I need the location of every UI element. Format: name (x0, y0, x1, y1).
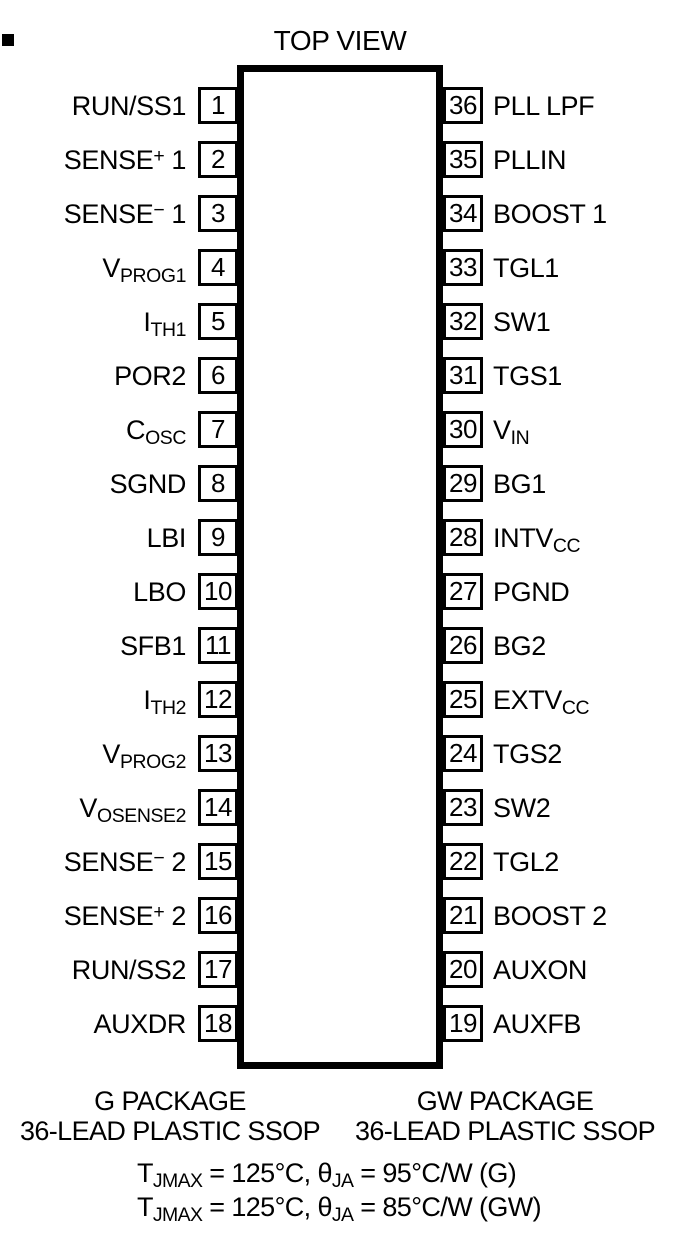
pin-12-number-box (198, 681, 238, 718)
pin-9-label: LBI (146, 522, 186, 553)
pin-33-number-box (443, 249, 483, 286)
pin-16-label: SENSE+ 2 (63, 900, 186, 931)
pin-number: 4 (211, 252, 225, 282)
pin-number: 26 (449, 630, 477, 660)
pin-number: 29 (449, 468, 477, 498)
pin-number: 2 (211, 144, 225, 174)
thermal-note-line-2: TJMAX = 125°C, θJA = 85°C/W (GW) (137, 1192, 542, 1227)
package-desc: 36-LEAD PLASTIC SSOP (354, 1116, 656, 1146)
pin-1-number-box (198, 87, 238, 124)
pin-13-label: VPROG2 (102, 738, 186, 773)
pin-number: 21 (449, 900, 477, 930)
pin-35-label: PLLIN (493, 144, 567, 175)
pin-18-number-box (198, 1005, 238, 1042)
pin-19-number-box (443, 1005, 483, 1042)
pin-8-label: SGND (109, 468, 186, 499)
pin-number: 22 (449, 846, 477, 876)
pin-4-number-box (198, 249, 238, 286)
pin-number: 19 (449, 1008, 477, 1038)
pin-32-label: SW1 (493, 306, 551, 337)
package-info-g (10, 1086, 330, 1146)
pin-31-label: TGS1 (493, 360, 562, 391)
pin-2-label: SENSE+ 1 (63, 144, 186, 175)
pin-21-label: BOOST 2 (493, 900, 607, 931)
pin-11-number-box (198, 627, 238, 664)
pin-36-number-box (443, 87, 483, 124)
pin-34-label: BOOST 1 (493, 198, 607, 229)
pin-number: 8 (211, 468, 225, 498)
thermal-notes (137, 1158, 541, 1226)
pin-7-number-box (198, 411, 238, 448)
pin-28-label: INTVCC (493, 522, 581, 557)
pin-number: 30 (449, 414, 477, 444)
package-name: G PACKAGE (94, 1086, 246, 1116)
pin-number: 28 (449, 522, 477, 552)
pin-17-number-box (198, 951, 238, 988)
pin-number: 5 (211, 306, 225, 336)
pin-16-number-box (198, 897, 238, 934)
ic-package-body (237, 65, 443, 1069)
pin-6-number-box (198, 357, 238, 394)
pin-number: 9 (211, 522, 225, 552)
pin-number: 7 (211, 414, 225, 444)
pin-24-label: TGS2 (493, 738, 562, 769)
pin-number: 27 (449, 576, 477, 606)
pin-23-label: SW2 (493, 792, 551, 823)
pin-1-label: RUN/SS1 (71, 90, 186, 121)
pin-number: 17 (204, 954, 232, 984)
pin-36-label: PLL LPF (493, 90, 595, 121)
pin-14-number-box (198, 789, 238, 826)
pin-number: 10 (204, 576, 232, 606)
package-desc: 36-LEAD PLASTIC SSOP (19, 1116, 321, 1146)
pin-32-number-box (443, 303, 483, 340)
pin-number: 31 (449, 360, 477, 390)
diagram-title: TOP VIEW (273, 25, 407, 56)
pin-28-number-box (443, 519, 483, 556)
pin-number: 23 (449, 792, 477, 822)
pin-20-label: AUXON (493, 954, 588, 985)
pin-15-number-box (198, 843, 238, 880)
pin-4-label: VPROG1 (102, 252, 186, 287)
pin-15-label: SENSE− 2 (63, 846, 186, 877)
pin-number: 13 (204, 738, 232, 768)
pin-13-number-box (198, 735, 238, 772)
pin-20-number-box (443, 951, 483, 988)
pin-22-number-box (443, 843, 483, 880)
pin-14-label: VOSENSE2 (79, 792, 186, 827)
pin-17-label: RUN/SS2 (71, 954, 186, 985)
pin-3-number-box (198, 195, 238, 232)
pin-12-label: ITH2 (143, 684, 186, 719)
pin-22-label: TGL2 (493, 846, 559, 877)
package-name: GW PACKAGE (416, 1086, 594, 1116)
pin-number: 11 (205, 630, 231, 660)
pin-25-label: EXTVCC (493, 684, 590, 719)
pin-number: 6 (211, 360, 225, 390)
pin-number: 34 (449, 198, 477, 228)
pin-25-number-box (443, 681, 483, 718)
pin-11-label: SFB1 (120, 630, 186, 661)
thermal-note-line-1: TJMAX = 125°C, θJA = 95°C/W (G) (137, 1158, 517, 1193)
pin-number: 35 (449, 144, 477, 174)
pin-5-label: ITH1 (143, 306, 186, 341)
pin-34-number-box (443, 195, 483, 232)
pin-number: 25 (449, 684, 477, 714)
pin-29-number-box (443, 465, 483, 502)
pin-30-label: VIN (493, 414, 530, 449)
pin-number: 3 (211, 198, 225, 228)
pin-number: 33 (449, 252, 477, 282)
pin-number: 14 (204, 792, 232, 822)
pin-27-number-box (443, 573, 483, 610)
pin-10-number-box (198, 573, 238, 610)
pin-number: 20 (449, 954, 477, 984)
pin-8-number-box (198, 465, 238, 502)
pin-31-number-box (443, 357, 483, 394)
pin-35-number-box (443, 141, 483, 178)
pin-23-number-box (443, 789, 483, 826)
pin-24-number-box (443, 735, 483, 772)
pin-29-label: BG1 (493, 468, 546, 499)
pin-10-label: LBO (133, 576, 186, 607)
pin-number: 12 (204, 684, 232, 714)
pin-26-label: BG2 (493, 630, 546, 661)
pin-26-number-box (443, 627, 483, 664)
pin-number: 16 (204, 900, 232, 930)
pin-33-label: TGL1 (493, 252, 559, 283)
pin-30-number-box (443, 411, 483, 448)
pin-19-label: AUXFB (493, 1008, 582, 1039)
pin-number: 36 (449, 90, 477, 120)
pin-7-label: COSC (125, 414, 186, 449)
pin-number: 32 (449, 306, 477, 336)
pin-18-label: AUXDR (93, 1008, 186, 1039)
pin-27-label: PGND (493, 576, 570, 607)
page-edge-mark (2, 34, 14, 46)
pin-9-number-box (198, 519, 238, 556)
package-info-gw (345, 1086, 665, 1146)
pin-number: 1 (211, 90, 225, 120)
pin-number: 15 (204, 846, 232, 876)
pin-3-label: SENSE− 1 (63, 198, 186, 229)
pin-2-number-box (198, 141, 238, 178)
pin-21-number-box (443, 897, 483, 934)
pin-5-number-box (198, 303, 238, 340)
pin-number: 18 (204, 1008, 232, 1038)
pin-number: 24 (449, 738, 477, 768)
pin-6-label: POR2 (114, 360, 186, 391)
